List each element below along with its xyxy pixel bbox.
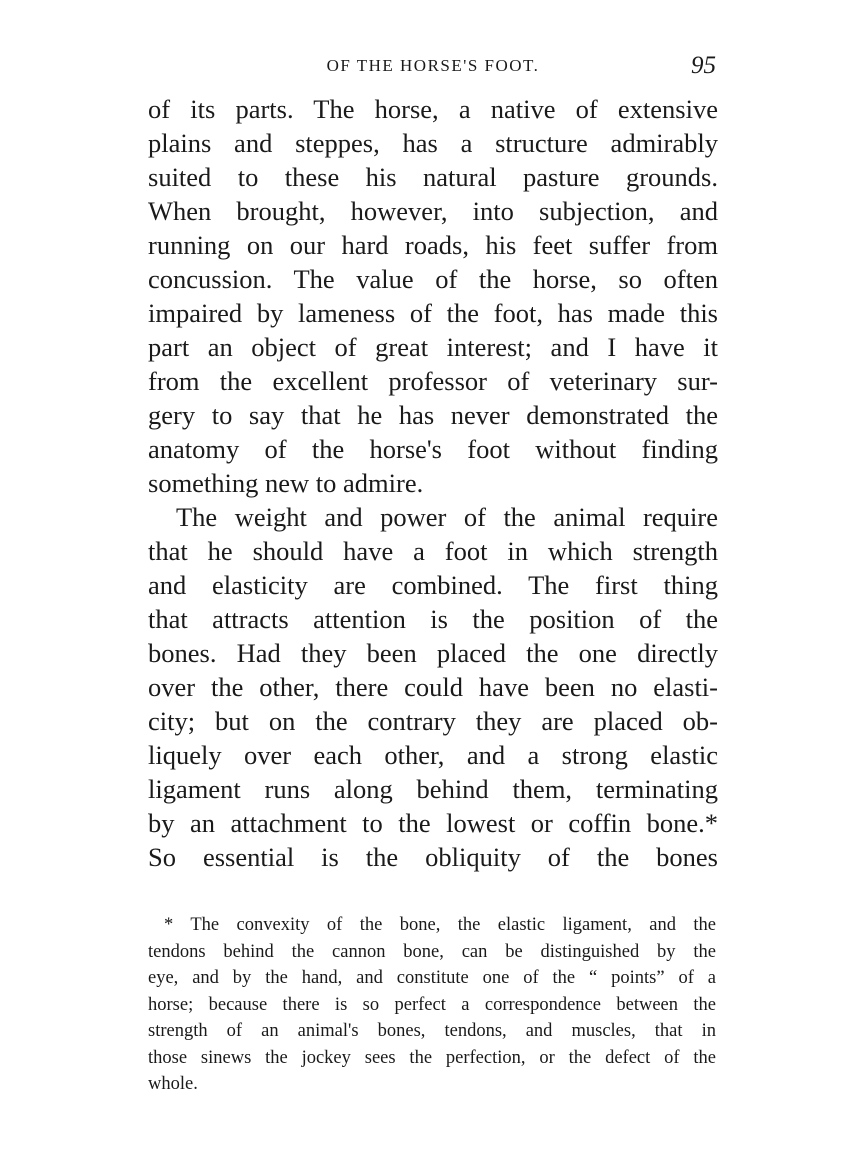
- body-line: running on our hard roads, his feet suffer from: [148, 230, 718, 260]
- body-line: over the other, there could have been no elasti-: [148, 672, 718, 702]
- body-line: impaired by lameness of the foot, has made this: [148, 298, 718, 328]
- body-line: something new to admire.: [148, 468, 424, 498]
- body-line: liquely over each other, and a strong elastic: [148, 740, 718, 770]
- body-line: that he should have a foot in which strength: [148, 536, 718, 566]
- paragraph-start-line: The weight and power of the animal require: [176, 502, 718, 532]
- body-line: anatomy of the horse's foot without finding: [148, 434, 718, 464]
- body-line: and elasticity are combined. The first thing: [148, 570, 718, 600]
- footnote-line: strength of an animal's bones, tendons, and muscles, that in: [148, 1021, 716, 1041]
- page-number: 95: [691, 52, 716, 79]
- body-line: suited to these his natural pasture grounds.: [148, 162, 718, 192]
- body-line: of its parts. The horse, a native of extensive: [148, 94, 718, 124]
- footnote-line: whole.: [148, 1074, 198, 1094]
- footnote-line: eye, and by the hand, and constitute one of the “ points” of a: [148, 968, 716, 988]
- footnote-line: * The convexity of the bone, the elastic ligament, and the: [164, 915, 716, 935]
- body-line: When brought, however, into subjection, and: [148, 196, 718, 226]
- running-title: OF THE HORSE'S FOOT.: [326, 56, 540, 75]
- footnote-line: horse; because there is so perfect a correspondence between the: [148, 994, 716, 1015]
- body-line: part an object of great interest; and I have it: [148, 332, 718, 362]
- body-text: [148, 92, 718, 874]
- body-line: gery to say that he has never demonstrated the: [148, 400, 718, 430]
- body-line: that attracts attention is the position of the: [148, 604, 718, 634]
- footnote-line: tendons behind the cannon bone, can be distinguished by the: [148, 941, 716, 962]
- footnote: [148, 912, 716, 1098]
- body-line: So essential is the obliquity of the bones: [148, 842, 718, 872]
- body-line: concussion. The value of the horse, so often: [148, 264, 718, 294]
- running-head: [148, 52, 718, 82]
- body-line: by an attachment to the lowest or coffin bone.*: [148, 808, 718, 838]
- body-line: plains and steppes, has a structure admirably: [148, 128, 718, 158]
- body-line: city; but on the contrary they are placed ob-: [148, 706, 718, 736]
- body-line: bones. Had they been placed the one directly: [148, 638, 718, 668]
- body-line: ligament runs along behind them, terminating: [148, 774, 718, 804]
- body-line: from the excellent professor of veterinary sur-: [148, 366, 718, 396]
- footnote-line: those sinews the jockey sees the perfection, or the defect of the: [148, 1047, 716, 1068]
